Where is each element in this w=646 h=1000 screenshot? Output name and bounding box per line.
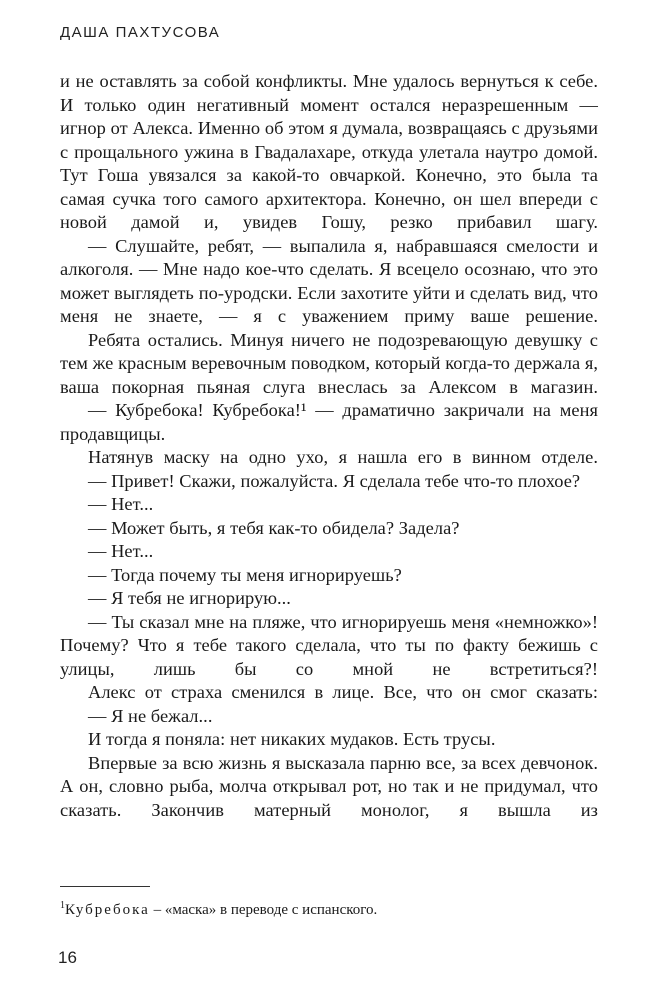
paragraph: Впервые за всю жизнь я высказала парню все, за всех девчонок. А он, словно рыба, молча открывал рот, но так и не придумал, что сказать. Закончив матерный монолог, я вышла из [60,752,598,820]
paragraph: И тогда я поняла: нет никаких мудаков. Есть трусы. [88,729,496,749]
paragraph: — Ты сказал мне на пляже, что игнорируешь меня «немножко»! Почему? Что я тебе такого сделала, что ты по факту бежишь с улицы, лишь бы со мной не встретиться?! [60,611,598,679]
main-text [60,70,598,822]
paragraph: Ребята остались. Минуя ничего не подозревающую девушку с тем же красным веревочным поводком, который когда-то держала я, ваша покорная пьяная слуга внеслась за Алексом в магазин. [60,329,598,397]
footnote [60,901,377,919]
paragraph: и не оставлять за собой конфликты. Мне удалось вернуться к себе. И только один негативный момент остался неразрешенным — игнор от Алекса. Именно об этом я думала, возвращаясь с друзьями с прощального ужина в Гвадалахаре, откуда улетала наутро домой. Тут Гоша увязался за какой-то овчаркой. Конечно, это была та самая сучка того самого архитектора. Конечно, он шел впереди с новой дамой и, увидев Гошу, резко прибавил шагу. [60,71,598,232]
paragraph: Алекс от страха сменился в лице. Все, что он смог сказать: [88,682,598,702]
paragraph: — Я не бежал... [88,705,213,726]
footnote-text: – «маска» в переводе с испанского. [149,902,378,918]
paragraph: — Нет... [88,494,154,514]
paragraph: — Тогда почему ты меня игнорируешь? [88,564,402,585]
paragraph: — Может быть, я тебя как-то обидела? Задела? [88,517,460,538]
page-number: 16 [58,948,77,967]
running-header: ДАША ПАХТУСОВА [60,24,221,41]
paragraph: — Слушайте, ребят, — выпалила я, набравшаяся смелости и алкоголя. — Мне надо кое-что сделать. Я всецело осознаю, что это может выглядеть по-уродски. Если захотите уйти и сделать вид, что меня не знаете, — я с уважением приму ваше решение. [60,235,598,326]
paragraph: Натянув маску на одно ухо, я нашла его в винном отделе. [88,447,598,467]
paragraph: — Нет... [88,541,154,561]
paragraph: — Привет! Скажи, пожалуйста. Я сделала тебе что-то плохое? [88,470,581,491]
footnote-divider [60,886,150,887]
footnote-marker: 1 [60,900,65,911]
paragraph: — Кубребока! Кубребока!¹ — драматично закричали на меня продавщицы. [60,400,598,444]
paragraph: — Я тебя не игнорирую... [88,588,291,608]
footnote-term: Кубребока [65,902,150,918]
